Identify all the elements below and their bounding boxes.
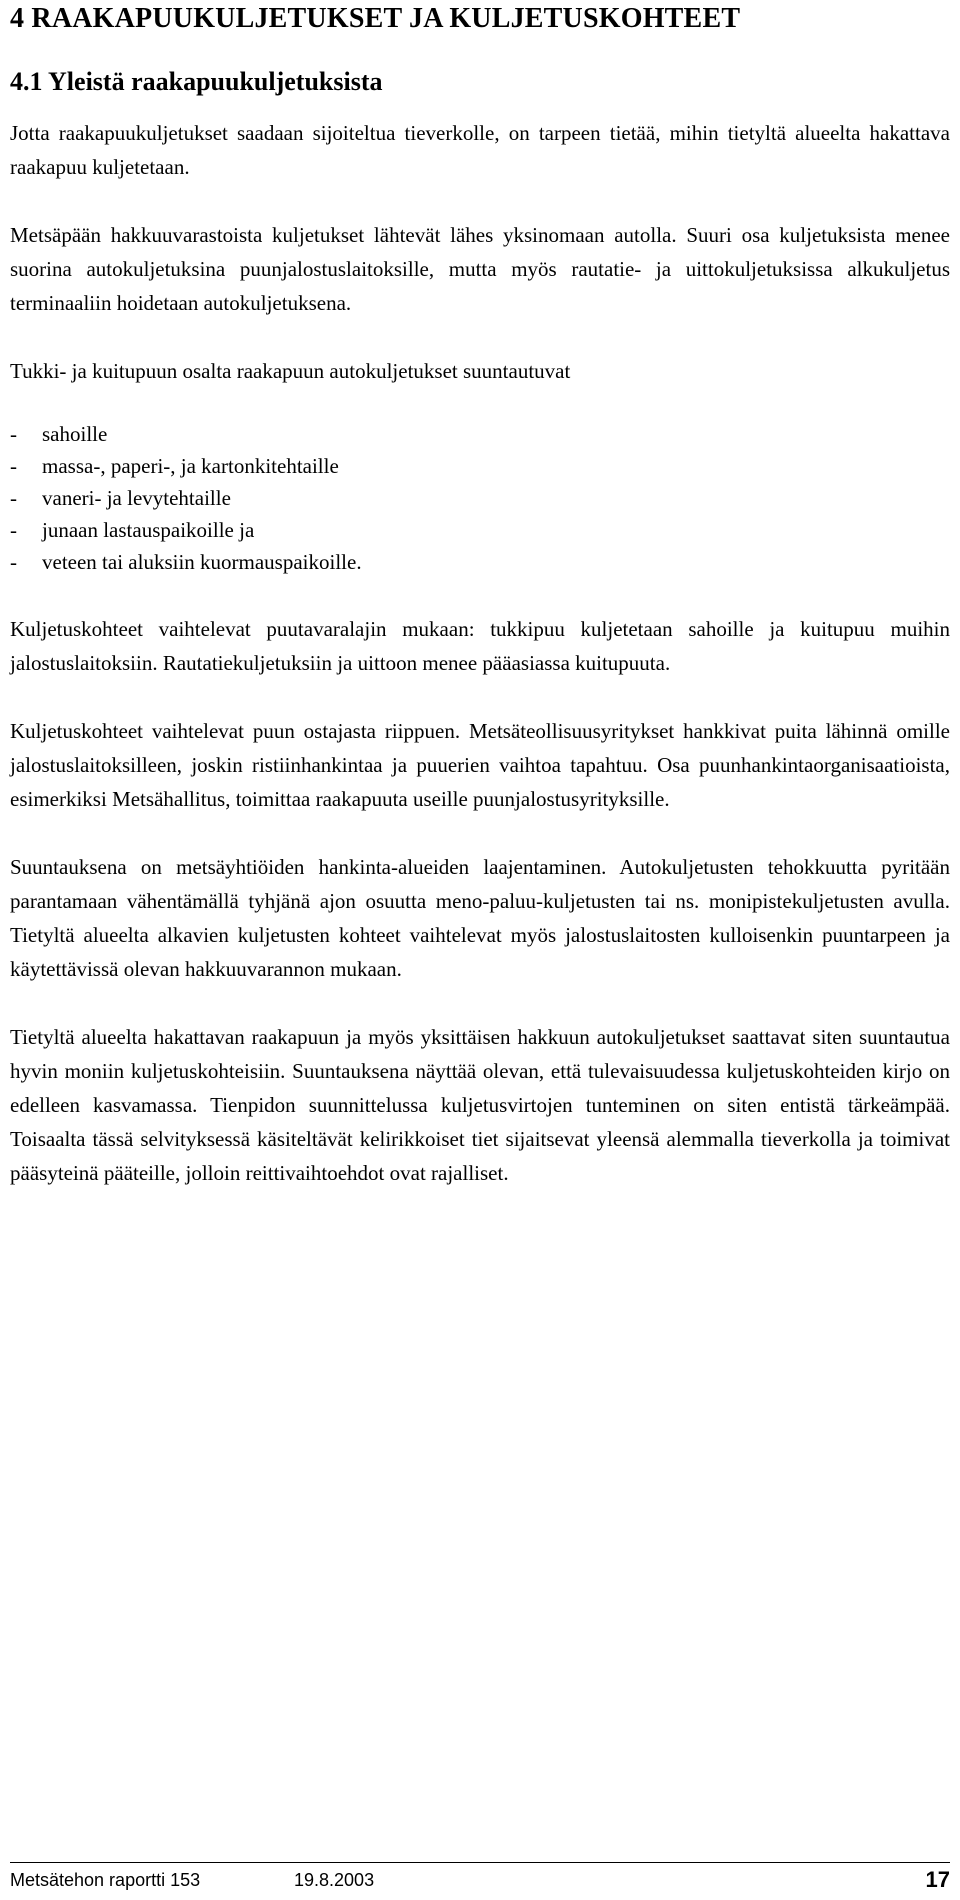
list-item [10,450,950,482]
paragraph-trend: Suuntauksena on metsäyhtiöiden hankinta-alueiden laajentaminen. Autokuljetusten tehokkuutta pyritään parantamaan vähentämällä tyhjänä ajon osuutta meno-paluu-kuljetusten tai ns. monipistekuljetusten avulla. Tietyltä alueelta alkavien kuljetusten kohteet vaihtelevat myös jalostuslaitosten kulloisenkin puuntarpeen ja käytettävissä olevan hakkuuvarannon mukaan. [10,855,950,981]
footer-divider [10,1862,950,1863]
page-content [10,0,950,1190]
list-item [10,418,950,450]
list-marker: - [10,454,17,478]
chapter-heading: 4 RAAKAPUUKULJETUKSET JA KULJETUSKOHTEET [10,3,741,34]
list-marker: - [10,486,17,510]
footer-date: 19.8.2003 [294,1870,375,1890]
destinations-list [10,418,950,578]
paragraph-intro: Jotta raakapuukuljetukset saadaan sijoiteltua tieverkolle, on tarpeen tietää, mihin tietyltä alueelta hakattava raakapuu kuljetetaan. [10,121,950,179]
paragraph-buyer-variation: Kuljetuskohteet vaihtelevat puun ostajasta riippuen. Metsäteollisuusyritykset hankkivat puita lähinnä omille jalostuslaitoksilleen, joskin ristiinhankintaa ja puuerien vaihtoa tapahtuu. Osa puunhankintaorganisaatioista, esimerkiksi Metsähallitus, toimittaa raakapuuta useille puunjalostusyrityksille. [10,719,950,811]
list-item-text: massa-, paperi-, ja kartonkitehtaille [42,454,339,478]
list-item-text: vaneri- ja levytehtaille [42,486,231,510]
list-item [10,546,950,578]
paragraph-timber-assortment: Kuljetuskohteet vaihtelevat puutavaralajin mukaan: tukkipuu kuljetetaan sahoille ja kuitupuu muihin jalostuslaitoksiin. Rautatiekuljetuksiin ja uittoon menee pääasiassa kuitupuuta. [10,617,950,675]
list-marker: - [10,422,17,446]
page-footer [10,1866,950,1894]
list-marker: - [10,518,17,542]
list-item [10,514,950,546]
paragraph-road-planning: Tietyltä alueelta hakattavan raakapuun ja myös yksittäisen hakkuun autokuljetukset saattavat siten suuntautua hyvin moniin kuljetuskohteisiin. Suuntauksena näyttää olevan, että tulevaisuudessa kuljetuskohteiden kirjo on edelleen kasvamassa. Tienpidon suunnittelussa kuljetusvirtojen tunteminen on siten entistä tärkeämpää. Toisaalta tässä selvityksessä käsiteltävät kelirikkoiset tiet sijaitsevat yleensä alemmalla tieverkolla ja toimivat pääsyteinä pääteille, jolloin reittivaihtoehdot ovat rajalliset. [10,1025,950,1185]
list-item-text: junaan lastauspaikoille ja [42,518,255,542]
list-item-text: veteen tai aluksiin kuormauspaikoille. [42,550,362,574]
footer-report-title: Metsätehon raportti 153 [10,1870,201,1890]
list-item [10,482,950,514]
section-heading: 4.1 Yleistä raakapuukuljetuksista [10,67,383,96]
list-marker: - [10,550,17,574]
paragraph-destinations-intro: Tukki- ja kuitupuun osalta raakapuun autokuljetukset suuntautuvat [10,359,571,383]
paragraph-storage-transport: Metsäpään hakkuuvarastoista kuljetukset lähtevät lähes yksinomaan autolla. Suuri osa kuljetuksista menee suorina autokuljetuksina puunjalostuslaitoksille, mutta myös rautatie- ja uittokuljetuksissa alkukuljetus terminaaliin hoidetaan autokuljetuksena. [10,223,950,315]
footer-page-number: 17 [925,1867,950,1892]
list-item-text: sahoille [42,422,108,446]
